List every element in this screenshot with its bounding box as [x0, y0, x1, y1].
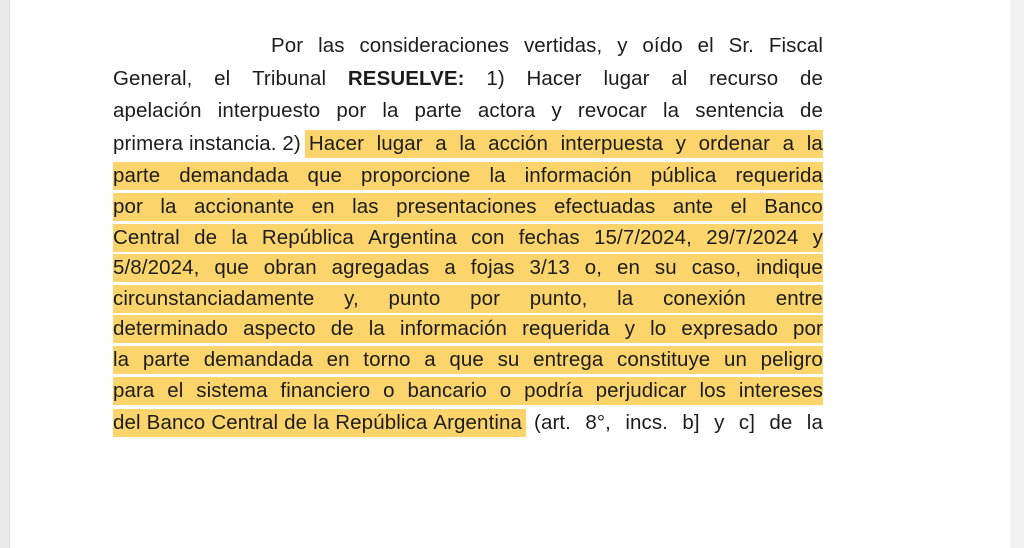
word: pública — [650, 164, 717, 188]
word: información — [399, 317, 508, 341]
word: consideraciones — [359, 34, 510, 57]
word: 5/8/2024, — [113, 256, 200, 280]
word: torno — [363, 347, 411, 371]
word: a — [424, 347, 436, 371]
word: o — [383, 378, 395, 402]
word: sentencia — [695, 99, 784, 123]
word: lugar — [603, 66, 650, 90]
text-line-3 — [113, 95, 823, 128]
word: agregadas — [331, 256, 430, 280]
word: requerida — [522, 317, 610, 341]
word: caso, — [691, 256, 742, 280]
word: c] — [738, 411, 755, 435]
word: por — [793, 317, 823, 341]
word: Tribunal — [252, 66, 327, 90]
word: circunstanciadamente — [113, 286, 315, 310]
text-line-4 — [113, 128, 823, 161]
word: incs. — [625, 411, 669, 435]
word: recurso — [709, 66, 779, 90]
text-line-10-highlighted — [113, 315, 823, 343]
word: de — [284, 411, 308, 435]
word: y — [617, 34, 628, 57]
word: a — [435, 131, 447, 155]
word: Banco — [146, 411, 206, 435]
word: que — [449, 347, 484, 371]
word: la — [113, 347, 130, 371]
word: sistema — [196, 378, 268, 402]
word: un — [723, 347, 747, 371]
word: los — [699, 378, 727, 402]
word: de — [194, 225, 218, 249]
word: conexión — [663, 286, 746, 310]
word: la — [663, 99, 680, 123]
text-line-2 — [113, 63, 823, 96]
word: indique — [756, 256, 823, 280]
word: del — [113, 411, 141, 435]
document-page — [10, 0, 1010, 548]
text-line-13 — [113, 407, 823, 440]
text-line-12-highlighted — [113, 377, 823, 405]
word: por — [113, 194, 143, 218]
word: de — [330, 317, 354, 341]
word: la — [459, 131, 476, 155]
word: la — [489, 164, 506, 188]
word: en — [311, 194, 335, 218]
word: y — [624, 317, 636, 341]
word: información — [524, 164, 632, 188]
highlighted-text-segment — [305, 130, 823, 158]
word: o, — [584, 256, 603, 280]
word: parte — [414, 99, 462, 123]
word: la — [160, 194, 177, 218]
word: intereses — [738, 378, 823, 402]
word: proporcione — [361, 164, 471, 188]
word: las — [318, 34, 345, 57]
word: Hacer — [526, 66, 582, 90]
word: 15/7/2024, — [594, 225, 692, 249]
word: y — [714, 411, 725, 435]
word: Argentina — [433, 411, 523, 435]
word: accionante — [194, 194, 295, 218]
word: República — [261, 225, 354, 249]
text-line-5-highlighted — [113, 162, 823, 190]
word: su — [497, 347, 520, 371]
word: su — [654, 256, 677, 280]
word: General, — [113, 66, 193, 90]
word: constituye — [617, 347, 711, 371]
word: efectuadas — [554, 194, 656, 218]
word: y — [812, 225, 823, 249]
word: entre — [775, 286, 823, 310]
word: y, — [344, 286, 359, 310]
word: el — [167, 378, 184, 402]
word: Por — [271, 34, 304, 57]
text-line-11-highlighted — [113, 346, 823, 374]
word: al — [671, 66, 688, 90]
word: el — [214, 66, 231, 90]
word: Central — [211, 411, 279, 435]
word: fojas — [470, 256, 515, 280]
word: expresado — [681, 317, 778, 341]
word: aspecto — [243, 317, 316, 341]
word: la — [806, 411, 823, 435]
text-line-6-highlighted — [113, 193, 823, 221]
word: de — [799, 99, 823, 123]
word: el — [730, 194, 747, 218]
word: acción — [488, 131, 548, 155]
word: determinado — [113, 317, 229, 341]
word: interpuesto — [217, 99, 321, 123]
word: con — [471, 225, 505, 249]
word: que — [214, 256, 249, 280]
text-line-1 — [113, 30, 823, 63]
word: la — [617, 286, 634, 310]
word: punto — [388, 286, 441, 310]
word: 1) — [486, 66, 505, 90]
plain-text-segment — [526, 407, 823, 440]
word: fechas — [518, 225, 580, 249]
highlighted-text-segment — [113, 409, 526, 437]
word: interpuesta — [560, 131, 664, 155]
word: en — [616, 256, 640, 280]
word: parte — [113, 164, 161, 188]
word: entrega — [533, 347, 604, 371]
word: 8°, — [585, 411, 611, 435]
word: lugar — [376, 131, 423, 155]
word: obran — [263, 256, 317, 280]
word: podría — [524, 378, 583, 402]
word: y — [675, 131, 687, 155]
word: Banco — [764, 194, 823, 218]
word: (art. — [534, 411, 571, 435]
word: punto, — [529, 286, 588, 310]
text-line-7-highlighted — [113, 224, 823, 252]
word: la — [806, 131, 823, 155]
word: en — [326, 347, 350, 371]
window-left-edge — [0, 0, 10, 548]
text-line-9-highlighted — [113, 285, 823, 313]
word: financiero — [280, 378, 371, 402]
word: ante — [672, 194, 714, 218]
word: ordenar — [698, 131, 771, 155]
word: de — [769, 411, 793, 435]
word: por — [336, 99, 367, 123]
word: la — [368, 317, 385, 341]
text-line-8-highlighted — [113, 254, 823, 282]
word: revocar — [577, 99, 647, 123]
word: bancario — [407, 378, 487, 402]
word: las — [352, 194, 379, 218]
word: perjudicar — [595, 378, 687, 402]
word: 3/13 — [529, 256, 570, 280]
word: presentaciones — [396, 194, 537, 218]
word: demandada — [203, 347, 313, 371]
word: y — [551, 99, 562, 123]
word: actora — [477, 99, 536, 123]
plain-text-segment: primera instancia. 2) — [113, 131, 301, 155]
word: o — [499, 378, 512, 402]
word: a — [444, 256, 456, 280]
word: demandada — [179, 164, 289, 188]
word: por — [470, 286, 501, 310]
word: la — [313, 411, 330, 435]
word: Sr. — [728, 34, 754, 57]
word: Argentina — [368, 225, 457, 249]
resuelve-keyword: RESUELVE: — [347, 66, 465, 90]
word: Central — [113, 225, 180, 249]
word: b] — [682, 411, 700, 435]
word: requerida — [735, 164, 823, 188]
word: vertidas, — [523, 34, 603, 57]
word: República — [335, 411, 428, 435]
word: de — [799, 66, 823, 90]
word: que — [307, 164, 342, 188]
word: a — [782, 131, 795, 155]
resolution-paragraph — [113, 30, 823, 440]
word: Fiscal — [768, 34, 823, 57]
word: lo — [650, 317, 667, 341]
word: la — [231, 225, 248, 249]
word: Hacer — [308, 131, 364, 155]
word: peligro — [760, 347, 823, 371]
word: para — [113, 378, 155, 402]
word: parte — [142, 347, 191, 371]
word: 29/7/2024 — [706, 225, 799, 249]
word: apelación — [113, 99, 202, 123]
word: la — [382, 99, 399, 123]
word: oído — [642, 34, 683, 57]
word: el — [697, 34, 714, 57]
